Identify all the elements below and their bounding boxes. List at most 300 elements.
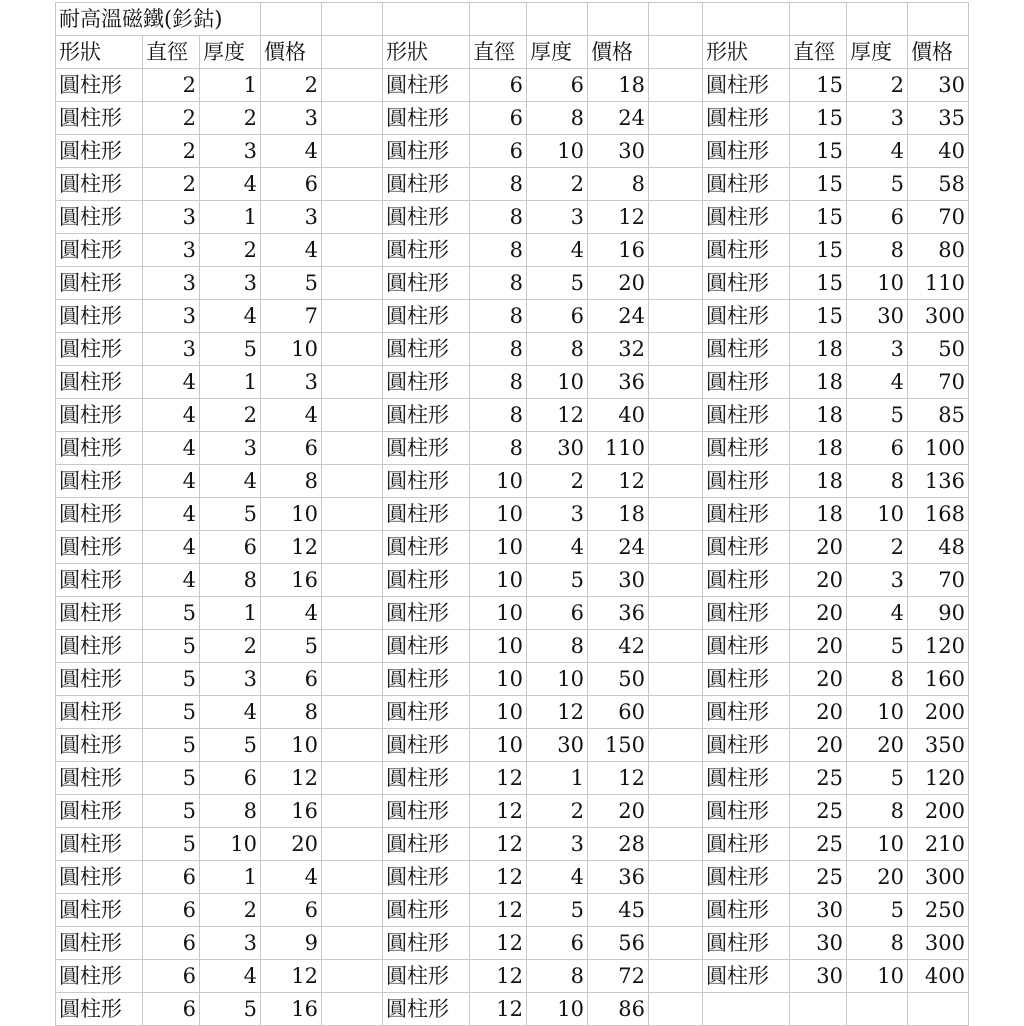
cell-shape[interactable]: 圓柱形: [383, 102, 470, 135]
cell-thickness[interactable]: 3: [200, 663, 261, 696]
cell-shape[interactable]: 圓柱形: [383, 894, 470, 927]
cell-diameter[interactable]: 8: [470, 432, 527, 465]
cell-price[interactable]: 120: [908, 762, 969, 795]
cell-diameter[interactable]: 10: [470, 696, 527, 729]
empty-cell[interactable]: [322, 498, 383, 531]
cell-shape[interactable]: 圓柱形: [56, 498, 143, 531]
cell-price[interactable]: 35: [908, 102, 969, 135]
cell-price[interactable]: 86: [588, 993, 649, 1026]
cell-thickness[interactable]: 4: [200, 300, 261, 333]
empty-cell[interactable]: [588, 3, 649, 36]
empty-cell[interactable]: [649, 465, 703, 498]
cell-price[interactable]: 20: [261, 828, 322, 861]
cell-thickness[interactable]: 2: [200, 630, 261, 663]
cell-price[interactable]: 7: [261, 300, 322, 333]
cell-diameter[interactable]: 6: [470, 69, 527, 102]
cell-price[interactable]: 160: [908, 663, 969, 696]
cell-diameter[interactable]: 12: [470, 795, 527, 828]
cell-shape[interactable]: 圓柱形: [56, 465, 143, 498]
cell-price[interactable]: 300: [908, 300, 969, 333]
cell-shape[interactable]: 圓柱形: [703, 663, 790, 696]
header-price[interactable]: 價格: [588, 36, 649, 69]
cell-thickness[interactable]: 10: [847, 498, 908, 531]
cell-shape[interactable]: 圓柱形: [703, 168, 790, 201]
cell-price[interactable]: 18: [588, 69, 649, 102]
empty-cell[interactable]: [649, 267, 703, 300]
cell-price[interactable]: 30: [588, 135, 649, 168]
cell-shape[interactable]: 圓柱形: [383, 432, 470, 465]
header-diameter[interactable]: 直徑: [470, 36, 527, 69]
cell-price[interactable]: 12: [261, 762, 322, 795]
empty-cell[interactable]: [322, 3, 383, 36]
cell-thickness[interactable]: 3: [847, 564, 908, 597]
cell-shape[interactable]: 圓柱形: [383, 630, 470, 663]
empty-cell[interactable]: [322, 993, 383, 1026]
empty-cell[interactable]: [649, 564, 703, 597]
cell-shape[interactable]: 圓柱形: [703, 102, 790, 135]
cell-diameter[interactable]: 25: [790, 861, 847, 894]
cell-thickness[interactable]: 8: [527, 333, 588, 366]
cell-diameter[interactable]: 6: [143, 927, 200, 960]
cell-thickness[interactable]: 3: [200, 135, 261, 168]
empty-cell[interactable]: [649, 201, 703, 234]
cell-diameter[interactable]: 25: [790, 828, 847, 861]
cell-diameter[interactable]: 12: [470, 894, 527, 927]
cell-diameter[interactable]: 12: [470, 861, 527, 894]
cell-thickness[interactable]: 10: [200, 828, 261, 861]
cell-diameter[interactable]: 15: [790, 300, 847, 333]
cell-shape[interactable]: 圓柱形: [383, 234, 470, 267]
cell-price[interactable]: 3: [261, 366, 322, 399]
empty-cell[interactable]: [847, 3, 908, 36]
cell-shape[interactable]: 圓柱形: [703, 828, 790, 861]
cell-diameter[interactable]: 5: [143, 828, 200, 861]
empty-cell[interactable]: [322, 366, 383, 399]
cell-shape[interactable]: 圓柱形: [56, 366, 143, 399]
cell-thickness[interactable]: 2: [847, 69, 908, 102]
cell-diameter[interactable]: 30: [790, 894, 847, 927]
cell-shape[interactable]: 圓柱形: [56, 663, 143, 696]
cell-price[interactable]: 36: [588, 366, 649, 399]
cell-diameter[interactable]: 6: [470, 102, 527, 135]
cell-shape[interactable]: 圓柱形: [383, 861, 470, 894]
cell-diameter[interactable]: 6: [470, 135, 527, 168]
cell-price[interactable]: 50: [588, 663, 649, 696]
empty-cell[interactable]: [649, 300, 703, 333]
cell-thickness[interactable]: 2: [847, 531, 908, 564]
empty-cell[interactable]: [322, 630, 383, 663]
cell-shape[interactable]: 圓柱形: [383, 366, 470, 399]
cell-price[interactable]: 20: [588, 267, 649, 300]
cell-diameter[interactable]: 4: [143, 531, 200, 564]
cell-shape[interactable]: 圓柱形: [383, 663, 470, 696]
empty-cell[interactable]: [649, 135, 703, 168]
cell-diameter[interactable]: 5: [143, 630, 200, 663]
cell-price[interactable]: 10: [261, 333, 322, 366]
cell-thickness[interactable]: 2: [200, 894, 261, 927]
cell-thickness[interactable]: 6: [847, 432, 908, 465]
cell-thickness[interactable]: 2: [200, 102, 261, 135]
cell-thickness[interactable]: 8: [847, 927, 908, 960]
cell-thickness[interactable]: 8: [847, 795, 908, 828]
cell-thickness[interactable]: 30: [527, 432, 588, 465]
empty-cell[interactable]: [649, 399, 703, 432]
cell-thickness[interactable]: 10: [847, 828, 908, 861]
cell-shape[interactable]: 圓柱形: [703, 135, 790, 168]
cell-price[interactable]: 36: [588, 861, 649, 894]
empty-cell[interactable]: [322, 69, 383, 102]
cell-price[interactable]: 4: [261, 861, 322, 894]
cell-shape[interactable]: 圓柱形: [703, 399, 790, 432]
cell-thickness[interactable]: 3: [200, 927, 261, 960]
cell-diameter[interactable]: 4: [143, 465, 200, 498]
cell-price[interactable]: 300: [908, 861, 969, 894]
cell-price[interactable]: 40: [588, 399, 649, 432]
cell-price[interactable]: 150: [588, 729, 649, 762]
header-diameter[interactable]: 直徑: [790, 36, 847, 69]
cell-shape[interactable]: 圓柱形: [703, 201, 790, 234]
cell-thickness[interactable]: 2: [527, 795, 588, 828]
empty-cell[interactable]: [322, 663, 383, 696]
cell-price[interactable]: 16: [261, 993, 322, 1026]
cell-price[interactable]: 18: [588, 498, 649, 531]
cell-diameter[interactable]: 8: [470, 168, 527, 201]
empty-cell[interactable]: [322, 432, 383, 465]
cell-price[interactable]: 110: [908, 267, 969, 300]
cell-shape[interactable]: 圓柱形: [383, 300, 470, 333]
empty-cell[interactable]: [649, 696, 703, 729]
cell-shape[interactable]: 圓柱形: [383, 267, 470, 300]
cell-shape[interactable]: 圓柱形: [703, 696, 790, 729]
cell-diameter[interactable]: 2: [143, 102, 200, 135]
cell-price[interactable]: 48: [908, 531, 969, 564]
cell-shape[interactable]: 圓柱形: [56, 861, 143, 894]
cell-shape[interactable]: 圓柱形: [383, 762, 470, 795]
empty-cell[interactable]: [322, 927, 383, 960]
empty-cell[interactable]: [649, 36, 703, 69]
cell-price[interactable]: 16: [261, 564, 322, 597]
empty-cell[interactable]: [649, 102, 703, 135]
cell-shape[interactable]: 圓柱形: [703, 531, 790, 564]
cell-shape[interactable]: 圓柱形: [383, 69, 470, 102]
cell-diameter[interactable]: 4: [143, 498, 200, 531]
cell-diameter[interactable]: 15: [790, 267, 847, 300]
cell-price[interactable]: 100: [908, 432, 969, 465]
cell-diameter[interactable]: 20: [790, 630, 847, 663]
empty-cell[interactable]: [322, 300, 383, 333]
header-shape[interactable]: 形狀: [56, 36, 143, 69]
cell-thickness[interactable]: 5: [847, 894, 908, 927]
empty-cell[interactable]: [649, 927, 703, 960]
empty-cell[interactable]: [649, 729, 703, 762]
empty-cell[interactable]: [322, 102, 383, 135]
empty-cell[interactable]: [649, 498, 703, 531]
cell-diameter[interactable]: 20: [790, 531, 847, 564]
cell-price[interactable]: 32: [588, 333, 649, 366]
cell-shape[interactable]: 圓柱形: [703, 927, 790, 960]
cell-shape[interactable]: 圓柱形: [56, 531, 143, 564]
cell-diameter[interactable]: 6: [143, 993, 200, 1026]
cell-price[interactable]: 30: [908, 69, 969, 102]
cell-diameter[interactable]: 18: [790, 498, 847, 531]
cell-thickness[interactable]: 12: [527, 399, 588, 432]
empty-cell[interactable]: [322, 168, 383, 201]
cell-diameter[interactable]: 3: [143, 267, 200, 300]
cell-price[interactable]: 2: [261, 69, 322, 102]
cell-shape[interactable]: 圓柱形: [383, 135, 470, 168]
cell-thickness[interactable]: 1: [200, 366, 261, 399]
cell-diameter[interactable]: 6: [143, 894, 200, 927]
cell-shape[interactable]: 圓柱形: [383, 795, 470, 828]
cell-diameter[interactable]: 15: [790, 234, 847, 267]
cell-shape[interactable]: 圓柱形: [703, 729, 790, 762]
cell-diameter[interactable]: 3: [143, 234, 200, 267]
header-diameter[interactable]: 直徑: [143, 36, 200, 69]
cell-price[interactable]: 60: [588, 696, 649, 729]
cell-shape[interactable]: 圓柱形: [703, 333, 790, 366]
cell-price[interactable]: 136: [908, 465, 969, 498]
cell-shape[interactable]: 圓柱形: [383, 498, 470, 531]
cell-thickness[interactable]: 8: [527, 102, 588, 135]
cell-price[interactable]: 70: [908, 201, 969, 234]
empty-cell[interactable]: [322, 828, 383, 861]
cell-price[interactable]: 210: [908, 828, 969, 861]
cell-thickness[interactable]: 10: [847, 696, 908, 729]
cell-diameter[interactable]: 8: [470, 234, 527, 267]
cell-diameter[interactable]: 8: [470, 300, 527, 333]
cell-diameter[interactable]: 6: [143, 861, 200, 894]
cell-thickness[interactable]: 8: [527, 630, 588, 663]
cell-thickness[interactable]: 4: [847, 135, 908, 168]
cell-thickness[interactable]: 8: [527, 960, 588, 993]
header-thickness[interactable]: 厚度: [200, 36, 261, 69]
cell-price[interactable]: 16: [261, 795, 322, 828]
cell-shape[interactable]: 圓柱形: [56, 102, 143, 135]
empty-cell[interactable]: [649, 663, 703, 696]
cell-thickness[interactable]: 3: [847, 102, 908, 135]
header-price[interactable]: 價格: [908, 36, 969, 69]
cell-thickness[interactable]: 4: [527, 531, 588, 564]
cell-thickness[interactable]: 5: [847, 399, 908, 432]
cell-thickness[interactable]: 30: [847, 300, 908, 333]
cell-thickness[interactable]: 8: [847, 234, 908, 267]
cell-price[interactable]: 200: [908, 696, 969, 729]
cell-diameter[interactable]: 20: [790, 597, 847, 630]
cell-price[interactable]: 12: [588, 762, 649, 795]
cell-thickness[interactable]: 2: [527, 465, 588, 498]
empty-cell[interactable]: [383, 3, 470, 36]
cell-shape[interactable]: 圓柱形: [703, 564, 790, 597]
cell-thickness[interactable]: 4: [847, 597, 908, 630]
empty-cell[interactable]: [703, 3, 790, 36]
empty-cell[interactable]: [322, 267, 383, 300]
cell-shape[interactable]: 圓柱形: [703, 795, 790, 828]
cell-shape[interactable]: 圓柱形: [56, 894, 143, 927]
cell-price[interactable]: 6: [261, 432, 322, 465]
cell-diameter[interactable]: 10: [470, 564, 527, 597]
cell-thickness[interactable]: 3: [200, 267, 261, 300]
cell-diameter[interactable]: 5: [143, 762, 200, 795]
empty-cell[interactable]: [322, 564, 383, 597]
cell-diameter[interactable]: 5: [143, 597, 200, 630]
cell-thickness[interactable]: 5: [200, 498, 261, 531]
empty-cell[interactable]: [908, 993, 969, 1026]
cell-thickness[interactable]: 10: [527, 663, 588, 696]
cell-price[interactable]: 50: [908, 333, 969, 366]
cell-price[interactable]: 120: [908, 630, 969, 663]
cell-thickness[interactable]: 5: [200, 333, 261, 366]
cell-thickness[interactable]: 20: [847, 861, 908, 894]
cell-shape[interactable]: 圓柱形: [703, 960, 790, 993]
cell-shape[interactable]: 圓柱形: [56, 234, 143, 267]
empty-cell[interactable]: [847, 993, 908, 1026]
header-shape[interactable]: 形狀: [703, 36, 790, 69]
cell-shape[interactable]: 圓柱形: [56, 333, 143, 366]
cell-shape[interactable]: 圓柱形: [703, 300, 790, 333]
cell-thickness[interactable]: 4: [527, 234, 588, 267]
cell-diameter[interactable]: 2: [143, 135, 200, 168]
cell-thickness[interactable]: 2: [200, 399, 261, 432]
empty-cell[interactable]: [322, 762, 383, 795]
cell-shape[interactable]: 圓柱形: [56, 927, 143, 960]
cell-thickness[interactable]: 6: [527, 927, 588, 960]
cell-diameter[interactable]: 15: [790, 102, 847, 135]
empty-cell[interactable]: [322, 795, 383, 828]
cell-thickness[interactable]: 10: [527, 366, 588, 399]
empty-cell[interactable]: [649, 3, 703, 36]
empty-cell[interactable]: [322, 597, 383, 630]
cell-diameter[interactable]: 5: [143, 795, 200, 828]
cell-price[interactable]: 5: [261, 630, 322, 663]
cell-diameter[interactable]: 4: [143, 366, 200, 399]
cell-thickness[interactable]: 2: [200, 234, 261, 267]
cell-shape[interactable]: 圓柱形: [383, 927, 470, 960]
cell-thickness[interactable]: 3: [527, 828, 588, 861]
cell-shape[interactable]: 圓柱形: [56, 696, 143, 729]
cell-price[interactable]: 6: [261, 168, 322, 201]
cell-diameter[interactable]: 18: [790, 366, 847, 399]
cell-thickness[interactable]: 3: [527, 498, 588, 531]
cell-diameter[interactable]: 25: [790, 762, 847, 795]
cell-price[interactable]: 58: [908, 168, 969, 201]
cell-thickness[interactable]: 4: [847, 366, 908, 399]
cell-price[interactable]: 28: [588, 828, 649, 861]
cell-shape[interactable]: 圓柱形: [383, 597, 470, 630]
cell-price[interactable]: 4: [261, 597, 322, 630]
cell-thickness[interactable]: 3: [200, 432, 261, 465]
cell-diameter[interactable]: 15: [790, 69, 847, 102]
cell-thickness[interactable]: 1: [527, 762, 588, 795]
cell-price[interactable]: 12: [261, 960, 322, 993]
cell-shape[interactable]: 圓柱形: [56, 267, 143, 300]
cell-diameter[interactable]: 20: [790, 696, 847, 729]
empty-cell[interactable]: [649, 828, 703, 861]
header-price[interactable]: 價格: [261, 36, 322, 69]
cell-diameter[interactable]: 8: [470, 333, 527, 366]
cell-price[interactable]: 56: [588, 927, 649, 960]
cell-price[interactable]: 12: [261, 531, 322, 564]
cell-price[interactable]: 70: [908, 564, 969, 597]
cell-price[interactable]: 85: [908, 399, 969, 432]
cell-price[interactable]: 42: [588, 630, 649, 663]
cell-thickness[interactable]: 8: [847, 663, 908, 696]
cell-thickness[interactable]: 4: [200, 465, 261, 498]
cell-shape[interactable]: 圓柱形: [56, 597, 143, 630]
cell-diameter[interactable]: 8: [470, 399, 527, 432]
empty-cell[interactable]: [322, 201, 383, 234]
cell-shape[interactable]: 圓柱形: [56, 201, 143, 234]
cell-shape[interactable]: 圓柱形: [56, 69, 143, 102]
cell-diameter[interactable]: 12: [470, 828, 527, 861]
cell-price[interactable]: 36: [588, 597, 649, 630]
empty-cell[interactable]: [322, 333, 383, 366]
cell-shape[interactable]: 圓柱形: [56, 432, 143, 465]
cell-thickness[interactable]: 5: [847, 630, 908, 663]
empty-cell[interactable]: [322, 696, 383, 729]
cell-thickness[interactable]: 1: [200, 597, 261, 630]
cell-diameter[interactable]: 18: [790, 432, 847, 465]
cell-shape[interactable]: 圓柱形: [703, 861, 790, 894]
cell-shape[interactable]: 圓柱形: [383, 168, 470, 201]
cell-diameter[interactable]: 10: [470, 465, 527, 498]
cell-shape[interactable]: 圓柱形: [383, 960, 470, 993]
empty-cell[interactable]: [322, 531, 383, 564]
header-thickness[interactable]: 厚度: [527, 36, 588, 69]
empty-cell[interactable]: [322, 861, 383, 894]
cell-price[interactable]: 90: [908, 597, 969, 630]
empty-cell[interactable]: [322, 465, 383, 498]
cell-diameter[interactable]: 10: [470, 498, 527, 531]
cell-thickness[interactable]: 6: [527, 300, 588, 333]
cell-diameter[interactable]: 15: [790, 201, 847, 234]
empty-cell[interactable]: [649, 168, 703, 201]
cell-thickness[interactable]: 8: [847, 465, 908, 498]
cell-thickness[interactable]: 6: [527, 597, 588, 630]
cell-diameter[interactable]: 4: [143, 564, 200, 597]
cell-price[interactable]: 10: [261, 729, 322, 762]
cell-thickness[interactable]: 8: [200, 564, 261, 597]
cell-thickness[interactable]: 6: [847, 201, 908, 234]
cell-diameter[interactable]: 25: [790, 795, 847, 828]
cell-price[interactable]: 6: [261, 663, 322, 696]
cell-shape[interactable]: 圓柱形: [56, 168, 143, 201]
cell-shape[interactable]: 圓柱形: [383, 531, 470, 564]
empty-cell[interactable]: [649, 69, 703, 102]
cell-diameter[interactable]: 20: [790, 663, 847, 696]
cell-price[interactable]: 12: [588, 465, 649, 498]
cell-price[interactable]: 20: [588, 795, 649, 828]
cell-thickness[interactable]: 6: [200, 762, 261, 795]
cell-thickness[interactable]: 5: [527, 267, 588, 300]
cell-price[interactable]: 12: [588, 201, 649, 234]
cell-thickness[interactable]: 4: [527, 861, 588, 894]
header-shape[interactable]: 形狀: [383, 36, 470, 69]
empty-cell[interactable]: [322, 36, 383, 69]
cell-thickness[interactable]: 5: [847, 168, 908, 201]
cell-diameter[interactable]: 4: [143, 432, 200, 465]
empty-cell[interactable]: [649, 861, 703, 894]
cell-diameter[interactable]: 12: [470, 993, 527, 1026]
cell-diameter[interactable]: 10: [470, 729, 527, 762]
cell-price[interactable]: 4: [261, 135, 322, 168]
empty-cell[interactable]: [649, 333, 703, 366]
header-thickness[interactable]: 厚度: [847, 36, 908, 69]
cell-shape[interactable]: 圓柱形: [383, 399, 470, 432]
cell-shape[interactable]: 圓柱形: [703, 267, 790, 300]
cell-price[interactable]: 80: [908, 234, 969, 267]
cell-diameter[interactable]: 20: [790, 564, 847, 597]
cell-diameter[interactable]: 15: [790, 135, 847, 168]
